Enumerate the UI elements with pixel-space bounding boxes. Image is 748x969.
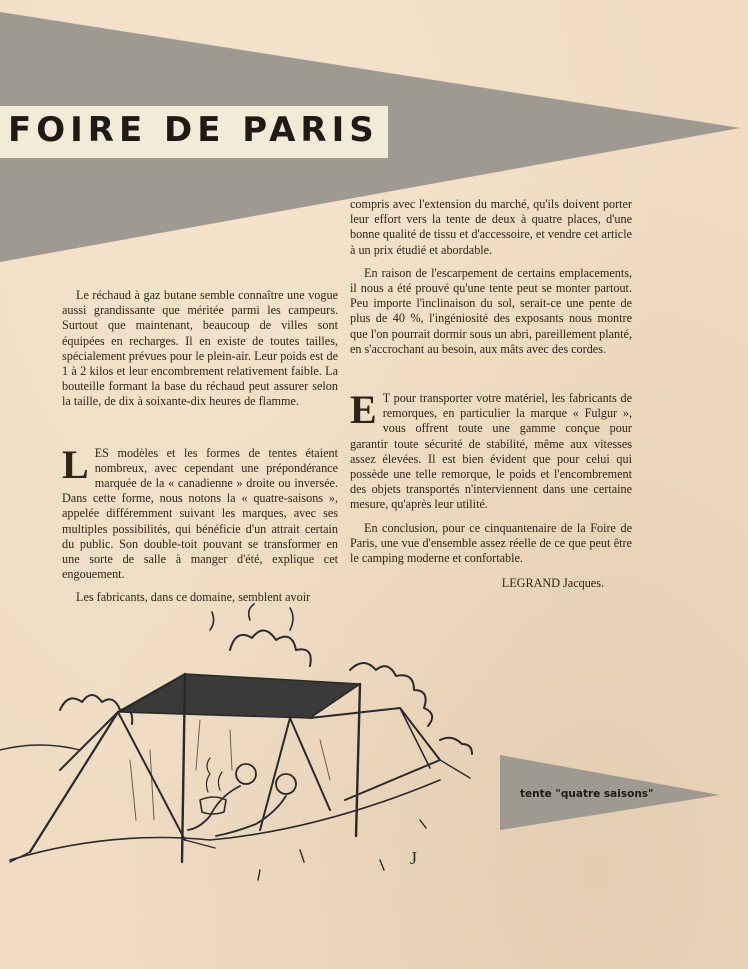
dropcap-e: E xyxy=(350,387,377,433)
paragraph-slope: En raison de l'escarpement de certains emplacements, il nous a été prouvé qu'une tente peut se monter partout. Peu importe l'inclinaison du sol, serait-ce une pente de plus de 40 %, l'ingéniosité des exposants nous montre que l'on pourrait dormir sous un abri, pareillement planté, en s'accrochant au besoin, aux mâts avec des cordes. xyxy=(350,265,632,356)
paragraph-tents-text: ES modèles et les formes de tentes étaient nombreux, avec cependant une prépondérance marquée de la « canadienne » droite ou inversée. Dans cette forme, nous notons la « quatre-saisons », appelée différemment suivant les marques, avec ses multiples possibilités, qui bénéficie d'un attrait certain du public. Son double-toit pouvant se transformer en une sorte de salle à manger d'été, explique cet engouement. xyxy=(62,445,338,582)
page-title: FOIRE DE PARIS xyxy=(8,110,379,150)
paragraph-trailers-text: T pour transporter votre matériel, les fabricants de remorques, en particulier la marque « Fulgur », vous offrent toute une gamme conçue pour garantir toute sécurité de stabilité, même aux vitesses assez élevées. Il est bien évident que pour celui qui possède une telle remorque, le poids et l'encombrement des objets transportés n'interviennent dans une certaine mesure, qu'après leur utilité. xyxy=(350,391,632,512)
paragraph-tents xyxy=(62,441,338,583)
paragraph-market: compris avec l'extension du marché, qu'ils doivent porter leur effort vers la tente de deux à quatre places, d'une bonne qualité de tissu et d'accessoire, et vendre cet article à un prix étudié et abordable. xyxy=(350,197,632,257)
paragraph-trailers xyxy=(350,387,632,513)
illustration-signature: J xyxy=(410,848,418,868)
paragraph-manufacturers: Les fabricants, dans ce domaine, semblent avoir xyxy=(76,590,311,605)
paragraph-butane: Le réchaud à gaz butane semble connaître une vogue aussi grandissante que méritée parmi les campeurs. Surtout que maintenant, beaucoup de villes sont équipées en recharges. Il en existe de toutes tailles, spécialement prévues pour le plein-air. Leur poids est de 1 à 2 kilos et leur encombrement relativement faible. La bouteille formant la base du réchaud peut assurer selon la taille, de dix à soixante-dix heures de flamme. xyxy=(62,288,338,409)
caption: tente "quatre saisons" xyxy=(520,788,654,800)
author-signature: LEGRAND Jacques. xyxy=(501,576,604,591)
dropcap-l: L xyxy=(62,441,89,487)
right-column xyxy=(350,197,632,591)
left-column xyxy=(62,288,338,606)
tent-illustration xyxy=(0,600,520,900)
paragraph-conclusion: En conclusion, pour ce cinquantenaire de la Foire de Paris, une vue d'ensemble assez réelle de ce que peut être le camping moderne et confortable. xyxy=(350,520,632,566)
